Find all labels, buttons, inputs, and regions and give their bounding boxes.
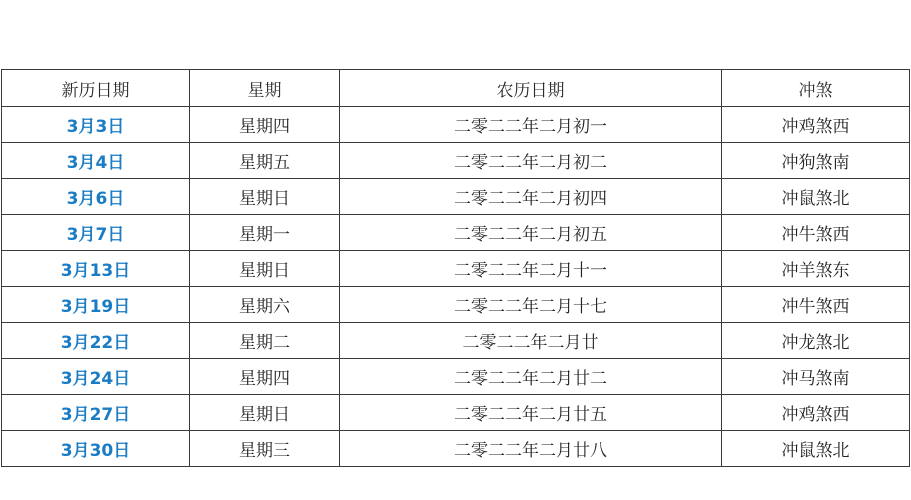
weekday-cell: 星期四 [190, 107, 340, 143]
weekday-cell: 星期五 [190, 143, 340, 179]
clash-cell: 冲鸡煞西 [722, 395, 910, 431]
table-row [2, 395, 910, 431]
weekday-cell: 星期日 [190, 395, 340, 431]
table-row [2, 143, 910, 179]
almanac-table-container [1, 69, 909, 467]
weekday-cell: 星期一 [190, 215, 340, 251]
solar-date-cell: 3月22日 [2, 323, 190, 359]
table-row [2, 323, 910, 359]
lunar-date-cell: 二零二二年二月廿五 [340, 395, 722, 431]
solar-date-cell: 3月13日 [2, 251, 190, 287]
clash-cell: 冲鸡煞西 [722, 107, 910, 143]
lunar-date-cell: 二零二二年二月廿 [340, 323, 722, 359]
clash-cell: 冲马煞南 [722, 359, 910, 395]
lunar-date-cell: 二零二二年二月十七 [340, 287, 722, 323]
solar-date-cell: 3月7日 [2, 215, 190, 251]
table-row [2, 359, 910, 395]
lunar-date-cell: 二零二二年二月十一 [340, 251, 722, 287]
clash-cell: 冲龙煞北 [722, 323, 910, 359]
lunar-date-cell: 二零二二年二月初五 [340, 215, 722, 251]
lunar-date-cell: 二零二二年二月初四 [340, 179, 722, 215]
clash-cell: 冲鼠煞北 [722, 179, 910, 215]
lunar-date-cell: 二零二二年二月廿八 [340, 431, 722, 467]
solar-date-cell: 3月6日 [2, 179, 190, 215]
table-row [2, 251, 910, 287]
table-row [2, 287, 910, 323]
table-row [2, 107, 910, 143]
weekday-cell: 星期二 [190, 323, 340, 359]
weekday-cell: 星期六 [190, 287, 340, 323]
weekday-cell: 星期日 [190, 251, 340, 287]
header-solar-date: 新历日期 [2, 70, 190, 107]
solar-date-cell: 3月19日 [2, 287, 190, 323]
almanac-table [1, 69, 910, 467]
weekday-cell: 星期日 [190, 179, 340, 215]
clash-cell: 冲鼠煞北 [722, 431, 910, 467]
clash-cell: 冲牛煞西 [722, 215, 910, 251]
header-row [2, 70, 910, 107]
table-row [2, 431, 910, 467]
weekday-cell: 星期四 [190, 359, 340, 395]
table-body [2, 107, 910, 467]
lunar-date-cell: 二零二二年二月初一 [340, 107, 722, 143]
header-weekday: 星期 [190, 70, 340, 107]
clash-cell: 冲牛煞西 [722, 287, 910, 323]
table-row [2, 215, 910, 251]
table-row [2, 179, 910, 215]
solar-date-cell: 3月3日 [2, 107, 190, 143]
solar-date-cell: 3月27日 [2, 395, 190, 431]
solar-date-cell: 3月4日 [2, 143, 190, 179]
weekday-cell: 星期三 [190, 431, 340, 467]
solar-date-cell: 3月30日 [2, 431, 190, 467]
solar-date-cell: 3月24日 [2, 359, 190, 395]
header-lunar-date: 农历日期 [340, 70, 722, 107]
table-header [2, 70, 910, 107]
lunar-date-cell: 二零二二年二月初二 [340, 143, 722, 179]
clash-cell: 冲狗煞南 [722, 143, 910, 179]
header-clash: 冲煞 [722, 70, 910, 107]
clash-cell: 冲羊煞东 [722, 251, 910, 287]
lunar-date-cell: 二零二二年二月廿二 [340, 359, 722, 395]
